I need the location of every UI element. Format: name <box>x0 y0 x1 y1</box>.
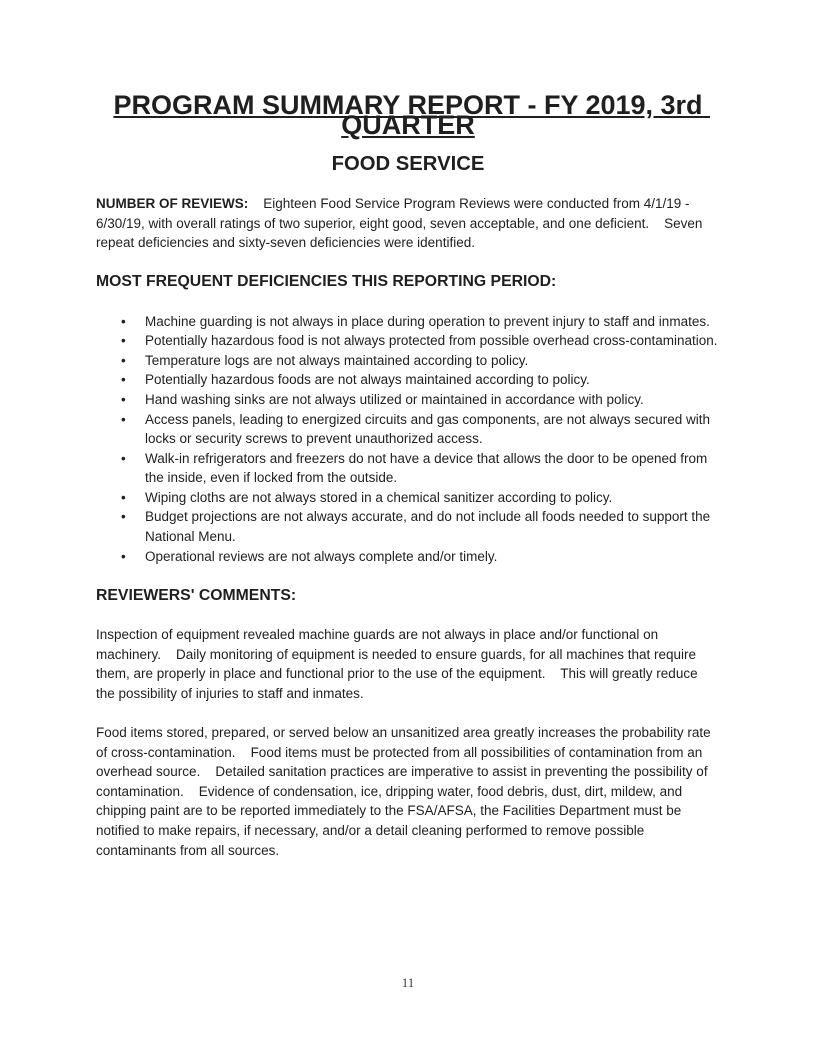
list-item: • Potentially hazardous food is not always protected from possible overhead cross-contamination. <box>145 331 720 351</box>
reviewers-comments-heading: REVIEWERS' COMMENTS: <box>96 586 297 604</box>
reviewers-comment-paragraph: Food items stored, prepared, or served below an unsanitized area greatly increases the probability rate of cross-contamination. Food items must be protected from all possibilities of contamination from an overhead source. Detailed sanitation practices are imperative to assist in preventing the possibility of contamination. Evidence of condensation, ice, dripping water, food debris, dust, dirt, mildew, and chipping paint are to be reported immediately to the FSA/AFSA, the Facilities Department must be notified to make repairs, if necessary, and/or a detail cleaning performed to remove possible contaminants from all sources. <box>96 725 715 858</box>
deficiencies-heading: MOST FREQUENT DEFICIENCIES THIS REPORTING PERIOD: <box>96 273 557 291</box>
list-item: • Wiping cloths are not always stored in a chemical sanitizer according to policy. <box>145 488 720 508</box>
list-item: • Walk-in refrigerators and freezers do not have a device that allows the door to be opened from the inside, even if locked from the outside. <box>145 449 720 488</box>
reviewers-comment-paragraph: Inspection of equipment revealed machine guards are not always in place and/or functional on machinery. Daily monitoring of equipment is needed to ensure guards, for all machines that require them, are properly in place and functional prior to the use of the equipment. This will greatly reduce the possibility of injuries to staff and inmates. <box>96 627 702 701</box>
report-subtitle: FOOD SERVICE <box>331 152 485 175</box>
number-of-reviews-paragraph <box>96 194 720 253</box>
list-item: • Machine guarding is not always in place during operation to prevent injury to staff and inmates. <box>145 312 720 332</box>
list-item: • Access panels, leading to energized circuits and gas components, are not always secured with locks or security screws to prevent unauthorized access. <box>145 410 720 449</box>
list-item: • Operational reviews are not always complete and/or timely. <box>145 547 720 567</box>
number-of-reviews-label: NUMBER OF REVIEWS: <box>96 195 249 211</box>
page-number: 11 <box>401 975 415 990</box>
list-item: • Hand washing sinks are not always utilized or maintained in accordance with policy. <box>145 390 720 410</box>
list-item: • Budget projections are not always accurate, and do not include all foods needed to support the National Menu. <box>145 507 720 546</box>
deficiencies-list <box>96 312 720 567</box>
list-item: • Potentially hazardous foods are not always maintained according to policy. <box>145 370 720 390</box>
list-item: • Temperature logs are not always maintained according to policy. <box>145 351 720 371</box>
number-of-reviews-text: Eighteen Food Service Program Reviews were conducted from 4/1/19 - 6/30/19, with overall ratings of two superior, eight good, seven acceptable, and one deficient. Seven repeat deficiencies and sixty-seven deficiencies were identified. <box>96 195 707 251</box>
report-title: PROGRAM SUMMARY REPORT - FY 2019, 3rd QUARTER <box>113 90 711 140</box>
